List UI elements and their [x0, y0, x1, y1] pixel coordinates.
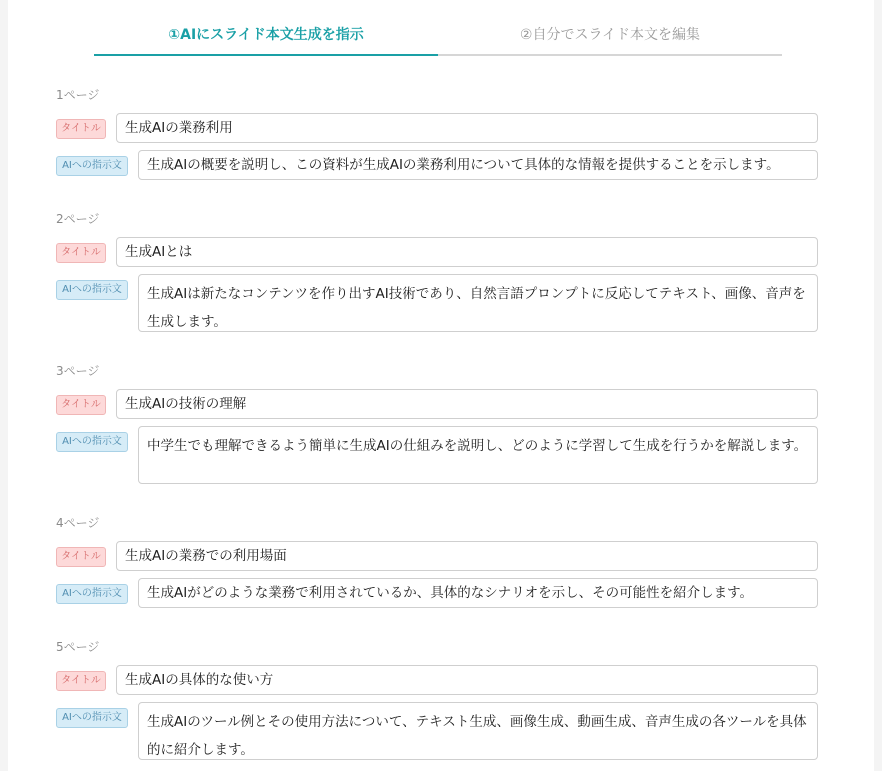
- slide-title-input[interactable]: 生成AIの業務での利用場面: [116, 541, 818, 571]
- slide-title-input[interactable]: 生成AIの業務利用: [116, 113, 818, 143]
- title-tag: タイトル: [56, 119, 106, 139]
- slide-title-input[interactable]: 生成AIとは: [116, 237, 818, 267]
- title-tag: タイトル: [56, 671, 106, 691]
- ai-instruction-input[interactable]: 生成AIのツール例とその使用方法について、テキスト生成、画像生成、動画生成、音声生成の各ツールを具体的に紹介します。: [138, 702, 818, 760]
- page-number-label: 4ページ: [56, 516, 100, 530]
- page-number-label: 5ページ: [56, 640, 100, 654]
- slide-title-input[interactable]: 生成AIの技術の理解: [116, 389, 818, 419]
- ai-instruction-tag: AIへの指示文: [56, 280, 128, 300]
- slide-title-input[interactable]: 生成AIの具体的な使い方: [116, 665, 818, 695]
- ai-instruction-input[interactable]: 生成AIは新たなコンテンツを作り出すAI技術であり、自然言語プロンプトに反応してテキスト、画像、音声を生成します。: [138, 274, 818, 332]
- ai-instruction-tag: AIへの指示文: [56, 156, 128, 176]
- page-number-label: 2ページ: [56, 212, 100, 226]
- step-tabs: [94, 14, 782, 56]
- editor-page: [8, 0, 874, 771]
- title-tag: タイトル: [56, 547, 106, 567]
- ai-instruction-input[interactable]: 中学生でも理解できるよう簡単に生成AIの仕組みを説明し、どのように学習して生成を行うかを解説します。: [138, 426, 818, 484]
- ai-instruction-tag: AIへの指示文: [56, 432, 128, 452]
- ai-instruction-input[interactable]: 生成AIがどのような業務で利用されているか、具体的なシナリオを示し、その可能性を紹介します。: [138, 578, 818, 608]
- tab-manual-edit[interactable]: ②自分でスライド本文を編集: [438, 14, 782, 56]
- ai-instruction-tag: AIへの指示文: [56, 708, 128, 728]
- page-number-label: 3ページ: [56, 364, 100, 378]
- title-tag: タイトル: [56, 395, 106, 415]
- title-tag: タイトル: [56, 243, 106, 263]
- ai-instruction-tag: AIへの指示文: [56, 584, 128, 604]
- ai-instruction-input[interactable]: 生成AIの概要を説明し、この資料が生成AIの業務利用について具体的な情報を提供することを示します。: [138, 150, 818, 180]
- page-number-label: 1ページ: [56, 88, 100, 102]
- tab-ai-instruction[interactable]: ①AIにスライド本文生成を指示: [94, 14, 438, 56]
